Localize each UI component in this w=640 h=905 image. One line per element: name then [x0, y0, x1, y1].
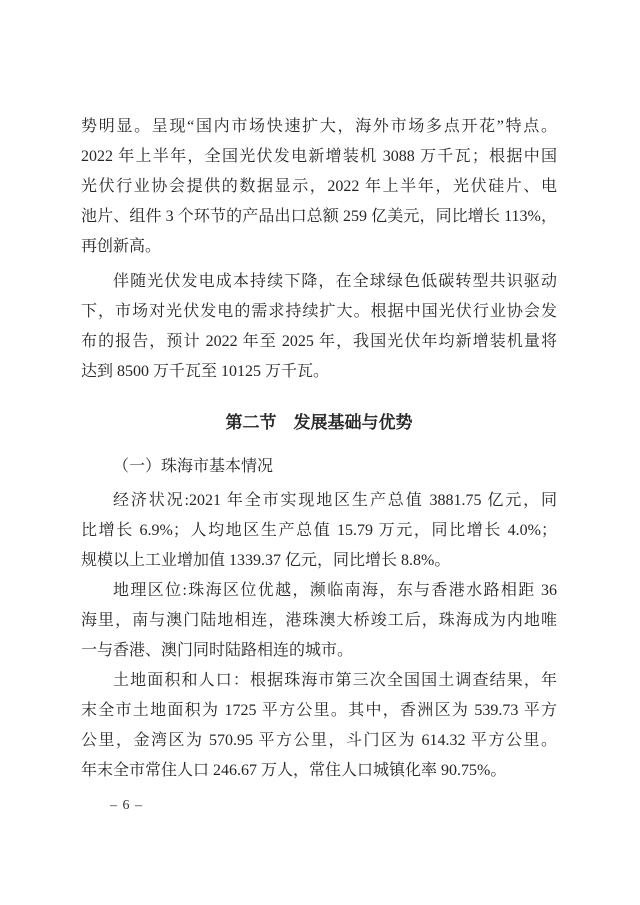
text-line: 年末全市常住人口 246.67 万人，常住人口城镇化率 90.75%。: [81, 762, 507, 779]
paragraph-pv-market: [81, 112, 557, 262]
text-line: 池片、组件 3 个环节的产品出口总额 259 亿美元，同比增长 113%，: [81, 208, 557, 225]
text-line: 伴随光伏发电成本持续下降，在全球绿色低碳转型共识驱动: [113, 273, 557, 290]
text-line: 比增长 6.9%；人均地区生产总值 15.79 万元，同比增长 4.0%；: [81, 522, 557, 539]
text-line: 再创新高。: [81, 238, 162, 255]
page-number: – 6 –: [110, 798, 143, 813]
text-line: 地理区位:珠海区位优越，濒临南海，东与香港水路相距 36: [113, 582, 557, 599]
text-line: 2022 年上半年，全国光伏发电新增装机 3088 万千瓦；根据中国: [81, 148, 557, 165]
subsection-heading: （一）珠海市基本情况: [113, 458, 274, 475]
text-line: 经济状况:2021 年全市实现地区生产总值 3881.75 亿元，同: [113, 492, 557, 509]
paragraph-economy: [81, 486, 557, 576]
text-line: 达到 8500 万千瓦至 10125 万千瓦。: [81, 363, 330, 380]
text-line: 势明显。呈现“国内市场快速扩大，海外市场多点开花”特点。: [81, 118, 557, 135]
text-line: 海里，南与澳门陆地相连，港珠澳大桥竣工后，珠海成为内地唯: [81, 612, 557, 629]
section-heading: 第二节 发展基础与优势: [225, 413, 413, 432]
paragraph-land-population: [81, 666, 557, 786]
text-line: 规模以上工业增加值 1339.37 亿元，同比增长 8.8%。: [81, 552, 451, 569]
page-body: [81, 112, 557, 786]
text-line: 土地面积和人口：根据珠海市第三次全国国土调查结果，年: [113, 672, 557, 689]
text-line: 公里，金湾区为 570.95 平方公里，斗门区为 614.32 平方公里。: [81, 732, 557, 749]
paragraph-pv-cost: [81, 267, 557, 387]
text-line: 布的报告，预计 2022 年至 2025 年，我国光伏年均新增装机量将: [81, 333, 557, 350]
text-line: 光伏行业协会提供的数据显示，2022 年上半年，光伏硅片、电: [81, 178, 557, 195]
paragraph-geography: [81, 576, 557, 666]
text-line: 末全市土地面积为 1725 平方公里。其中，香洲区为 539.73 平方: [81, 702, 557, 719]
text-line: 下，市场对光伏发电的需求持续扩大。根据中国光伏行业协会发: [81, 303, 557, 320]
text-line: 一与香港、澳门同时陆路相连的城市。: [81, 642, 354, 659]
